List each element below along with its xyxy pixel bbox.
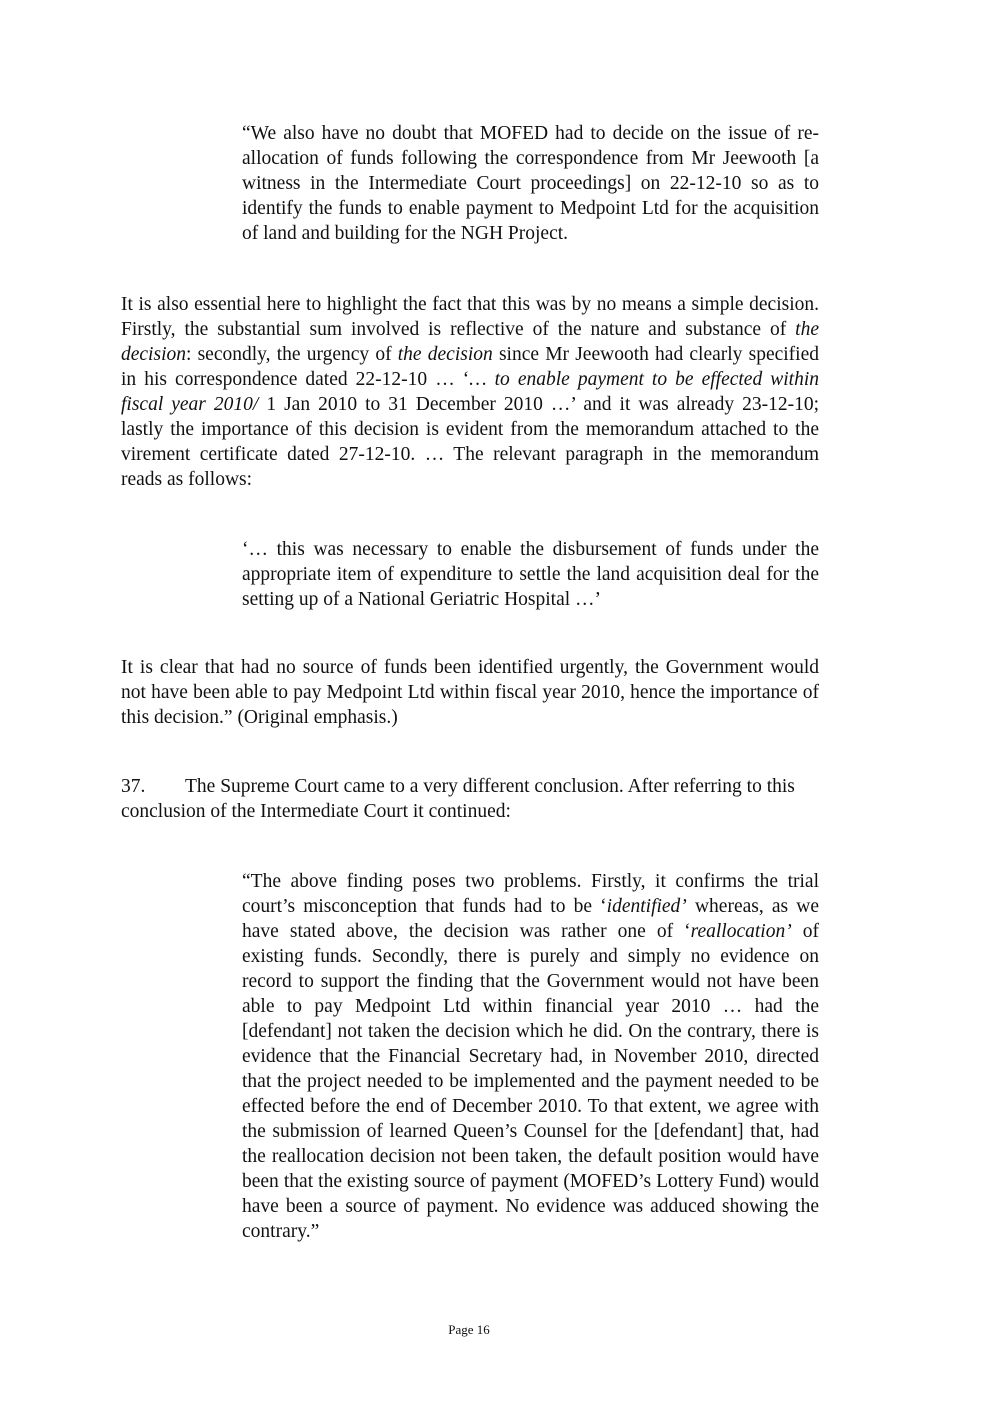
- supreme-court-quote-text: [242, 869, 819, 1244]
- supreme-court-quote: [242, 869, 819, 1244]
- paragraph-clear-text: It is clear that had no source of funds been identified urgently, the Government would not have been able to pay Medpoint Ltd within fiscal year 2010, hence the importance of this decision.” (Original emphasis.): [121, 657, 819, 728]
- supreme-part-2: whereas, as we have stated above, the decision was rather one of ‘: [242, 896, 819, 942]
- paragraph-37: [121, 774, 881, 824]
- essential-part-3: since Mr Jeewooth had clearly specified in his correspondence dated 22-12-10 … ‘: [121, 344, 819, 390]
- quote-mofed-text: “We also have no doubt that MOFED had to decide on the issue of re-allocation of funds following the correspondence from Mr Jeewooth [a witness in the Intermediate Court proceedings] on 22-12-10 so as to identify the funds to enable payment to Medpoint Ltd for the acquisition of land and building for the NGH Project.: [242, 123, 819, 244]
- page-number: Page 16: [448, 1322, 490, 1337]
- quote-mofed-decision: [242, 121, 819, 246]
- supreme-emphasis-identified: identified’: [606, 896, 687, 917]
- paragraph-essential-decision: [121, 292, 819, 492]
- essential-part-2: : secondly, the urgency of: [185, 344, 398, 365]
- essential-part-1: It is also essential here to highlight the fact that this was by no means a simple decision. Firstly, the substantial sum involved is reflective of the nature and substance of: [121, 294, 819, 340]
- paragraph-37-number: 37.: [121, 776, 146, 797]
- paragraph-37-body: [121, 774, 881, 824]
- supreme-part-1: “The above finding poses two problems. Firstly, it confirms the trial court’s misconception that funds had to be ‘: [242, 871, 819, 917]
- memorandum-quote: [242, 537, 819, 612]
- paragraph-essential-text: [121, 292, 819, 492]
- paragraph-37-text: The Supreme Court came to a very different conclusion. After referring to this conclusion of the Intermediate Court it continued:: [121, 776, 795, 822]
- paragraph-clear-source: [121, 655, 819, 730]
- essential-part-4: 1 Jan 2010 to 31 December 2010 …’ and it was already 23-12-10; lastly the importance of this decision is evident from the memorandum attached to the virement certificate dated 27-12-10. … The relevant paragraph in the memorandum reads as follows:: [121, 394, 819, 490]
- supreme-emphasis-reallocation: reallocation’: [690, 921, 792, 942]
- essential-emphasis-2: the decision: [397, 344, 493, 365]
- essential-emphasis-1: the decision: [121, 319, 819, 365]
- supreme-part-3: of existing funds. Secondly, there is purely and simply no evidence on record to support the finding that the Government would not have been able to pay Medpoint Ltd within financial year 2010 … had the [defendant] not taken the decision which he did. On the contrary, there is evidence that the Financial Secretary had, in November 2010, directed that the project needed to be implemented and the payment needed to be effected before the end of December 2010. To that extent, we agree with the submission of learned Queen’s Counsel for the [defendant] that, had the reallocation decision not been taken, the default position would have been that the existing source of payment (MOFED’s Lottery Fund) would have been a source of payment. No evidence was adduced showing the contrary.”: [242, 921, 819, 1242]
- essential-emphasis-3: … to enable payment to be effected within fiscal year 2010/: [121, 369, 820, 415]
- memorandum-quote-text: ‘… this was necessary to enable the disbursement of funds under the appropriate item of expenditure to settle the land acquisition deal for the setting up of a National Geriatric Hospital …’: [242, 539, 819, 610]
